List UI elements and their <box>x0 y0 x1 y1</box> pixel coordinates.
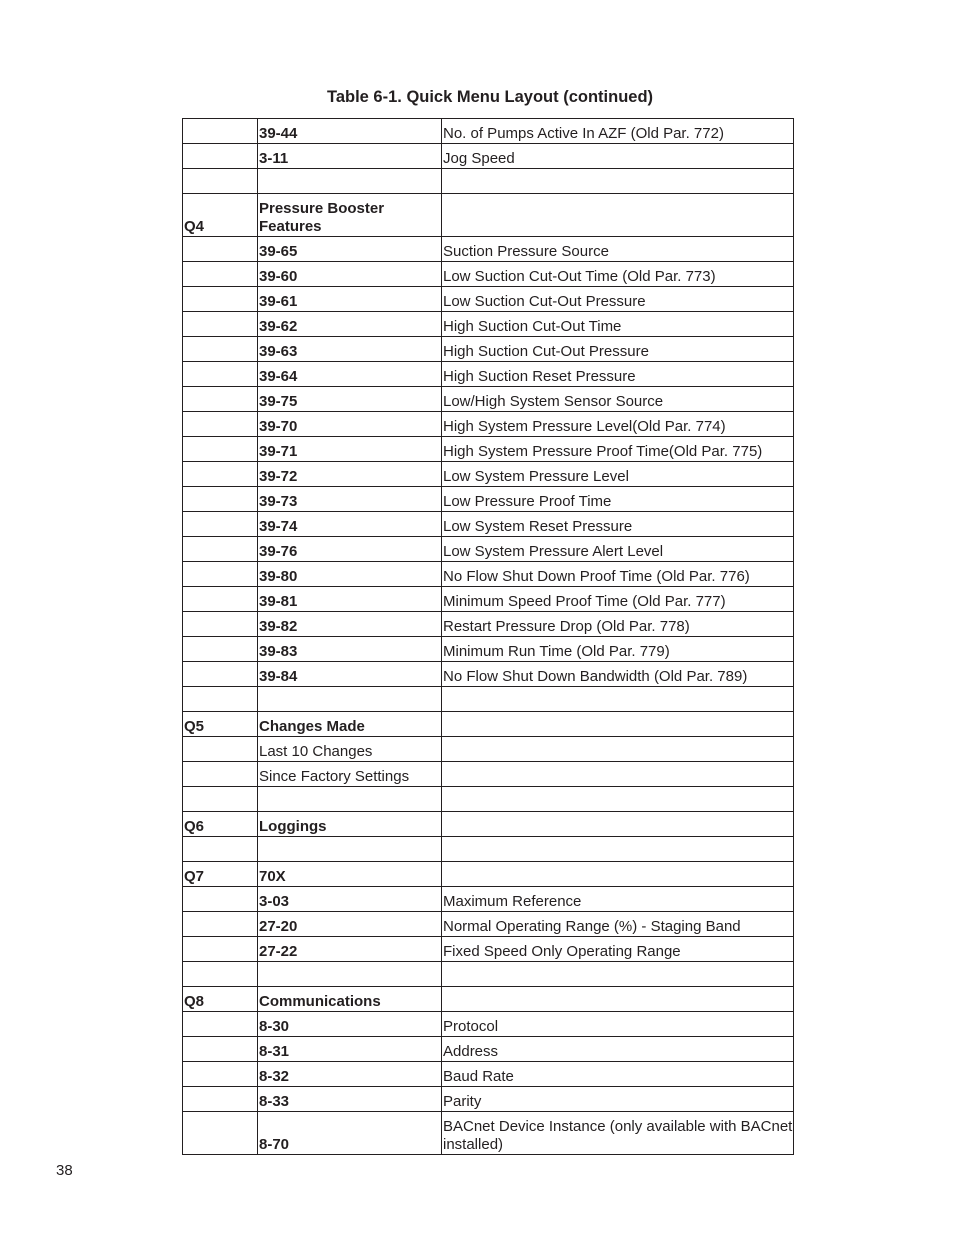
table-row <box>183 337 794 362</box>
menu-group-cell <box>183 962 258 987</box>
description-cell: Suction Pressure Source <box>442 237 794 262</box>
description-cell <box>442 987 794 1012</box>
menu-group-cell: Q7 <box>183 862 258 887</box>
menu-group-cell <box>183 737 258 762</box>
menu-group-cell <box>183 1112 258 1155</box>
parameter-cell: 39-64 <box>258 362 442 387</box>
parameter-cell: Changes Made <box>258 712 442 737</box>
parameter-cell: 39-63 <box>258 337 442 362</box>
description-cell: No Flow Shut Down Bandwidth (Old Par. 789) <box>442 662 794 687</box>
table-row <box>183 737 794 762</box>
table-row <box>183 237 794 262</box>
parameter-cell: Pressure Booster Features <box>258 194 442 237</box>
description-cell: Low Pressure Proof Time <box>442 487 794 512</box>
parameter-cell <box>258 962 442 987</box>
parameter-cell: Since Factory Settings <box>258 762 442 787</box>
table-row <box>183 562 794 587</box>
description-cell <box>442 169 794 194</box>
description-cell <box>442 837 794 862</box>
menu-group-cell <box>183 237 258 262</box>
description-cell: Low System Reset Pressure <box>442 512 794 537</box>
table-row <box>183 937 794 962</box>
parameter-cell: 39-60 <box>258 262 442 287</box>
menu-group-cell <box>183 362 258 387</box>
description-cell <box>442 962 794 987</box>
parameter-cell: 27-20 <box>258 912 442 937</box>
menu-group-cell: Q6 <box>183 812 258 837</box>
description-cell: Minimum Speed Proof Time (Old Par. 777) <box>442 587 794 612</box>
parameter-cell: 39-75 <box>258 387 442 412</box>
table-row <box>183 887 794 912</box>
parameter-cell: 70X <box>258 862 442 887</box>
table-row <box>183 862 794 887</box>
table-row <box>183 612 794 637</box>
parameter-cell <box>258 687 442 712</box>
parameter-cell: Communications <box>258 987 442 1012</box>
description-cell: Protocol <box>442 1012 794 1037</box>
description-cell: Low/High System Sensor Source <box>442 387 794 412</box>
description-cell: High Suction Cut-Out Pressure <box>442 337 794 362</box>
table-row <box>183 1012 794 1037</box>
description-cell: BACnet Device Instance (only available with BACnet installed) <box>442 1112 794 1155</box>
description-cell: Normal Operating Range (%) - Staging Band <box>442 912 794 937</box>
table-row <box>183 487 794 512</box>
table-row <box>183 712 794 737</box>
menu-group-cell <box>183 587 258 612</box>
description-cell <box>442 812 794 837</box>
menu-group-cell <box>183 312 258 337</box>
menu-group-cell <box>183 937 258 962</box>
menu-group-cell: Q5 <box>183 712 258 737</box>
menu-group-cell <box>183 337 258 362</box>
menu-group-cell <box>183 837 258 862</box>
parameter-cell <box>258 787 442 812</box>
quick-menu-table <box>182 118 794 1155</box>
menu-group-cell <box>183 487 258 512</box>
description-cell: No. of Pumps Active In AZF (Old Par. 772) <box>442 119 794 144</box>
table-row <box>183 1112 794 1155</box>
parameter-cell: 39-70 <box>258 412 442 437</box>
table-row <box>183 662 794 687</box>
description-cell <box>442 787 794 812</box>
description-cell <box>442 194 794 237</box>
description-cell: No Flow Shut Down Proof Time (Old Par. 776) <box>442 562 794 587</box>
parameter-cell: 39-61 <box>258 287 442 312</box>
menu-group-cell <box>183 887 258 912</box>
menu-group-cell <box>183 762 258 787</box>
description-cell: Restart Pressure Drop (Old Par. 778) <box>442 612 794 637</box>
table-row <box>183 387 794 412</box>
parameter-cell: 39-62 <box>258 312 442 337</box>
parameter-cell: 39-65 <box>258 237 442 262</box>
menu-group-cell <box>183 437 258 462</box>
parameter-cell: 3-03 <box>258 887 442 912</box>
table-row <box>183 312 794 337</box>
description-cell: Fixed Speed Only Operating Range <box>442 937 794 962</box>
menu-group-cell <box>183 662 258 687</box>
table-row <box>183 787 794 812</box>
parameter-cell: 8-32 <box>258 1062 442 1087</box>
menu-group-cell <box>183 787 258 812</box>
description-cell: Low Suction Cut-Out Time (Old Par. 773) <box>442 262 794 287</box>
description-cell: Low Suction Cut-Out Pressure <box>442 287 794 312</box>
table-caption: Table 6-1. Quick Menu Layout (continued) <box>326 88 654 106</box>
description-cell: High System Pressure Level(Old Par. 774) <box>442 412 794 437</box>
parameter-cell: 39-71 <box>258 437 442 462</box>
menu-group-cell <box>183 687 258 712</box>
description-cell: Parity <box>442 1087 794 1112</box>
description-cell: Minimum Run Time (Old Par. 779) <box>442 637 794 662</box>
description-cell: Address <box>442 1037 794 1062</box>
menu-group-cell <box>183 912 258 937</box>
menu-group-cell <box>183 119 258 144</box>
page-number: 38 <box>56 1162 73 1179</box>
parameter-cell: 39-76 <box>258 537 442 562</box>
description-cell: Jog Speed <box>442 144 794 169</box>
parameter-cell: 8-33 <box>258 1087 442 1112</box>
table-row <box>183 194 794 237</box>
description-cell: High Suction Reset Pressure <box>442 362 794 387</box>
description-cell: High Suction Cut-Out Time <box>442 312 794 337</box>
table-row <box>183 462 794 487</box>
parameter-cell: Loggings <box>258 812 442 837</box>
table-row <box>183 912 794 937</box>
parameter-cell: 27-22 <box>258 937 442 962</box>
parameter-cell: 8-31 <box>258 1037 442 1062</box>
description-cell: Baud Rate <box>442 1062 794 1087</box>
parameter-cell: 39-72 <box>258 462 442 487</box>
table-row <box>183 962 794 987</box>
table-row <box>183 437 794 462</box>
table-row <box>183 362 794 387</box>
quick-menu-table-body <box>183 119 794 1155</box>
menu-group-cell <box>183 537 258 562</box>
menu-group-cell <box>183 562 258 587</box>
parameter-cell <box>258 169 442 194</box>
table-row <box>183 762 794 787</box>
description-cell <box>442 737 794 762</box>
menu-group-cell <box>183 637 258 662</box>
menu-group-cell <box>183 287 258 312</box>
table-row <box>183 412 794 437</box>
table-row <box>183 587 794 612</box>
table-row <box>183 637 794 662</box>
parameter-cell: 39-81 <box>258 587 442 612</box>
menu-group-cell <box>183 462 258 487</box>
description-cell: Maximum Reference <box>442 887 794 912</box>
description-cell <box>442 687 794 712</box>
parameter-cell: 39-73 <box>258 487 442 512</box>
table-row <box>183 262 794 287</box>
table-row <box>183 119 794 144</box>
menu-group-cell <box>183 144 258 169</box>
menu-group-cell <box>183 1037 258 1062</box>
description-cell <box>442 762 794 787</box>
table-row <box>183 1062 794 1087</box>
description-cell: Low System Pressure Alert Level <box>442 537 794 562</box>
menu-group-cell: Q8 <box>183 987 258 1012</box>
parameter-cell: 39-83 <box>258 637 442 662</box>
menu-group-cell <box>183 262 258 287</box>
table-row <box>183 144 794 169</box>
description-cell <box>442 712 794 737</box>
menu-group-cell <box>183 512 258 537</box>
menu-group-cell: Q4 <box>183 194 258 237</box>
description-cell: High System Pressure Proof Time(Old Par. 775) <box>442 437 794 462</box>
parameter-cell: 8-70 <box>258 1112 442 1155</box>
parameter-cell: Last 10 Changes <box>258 737 442 762</box>
parameter-cell: 39-84 <box>258 662 442 687</box>
menu-group-cell <box>183 169 258 194</box>
table-row <box>183 837 794 862</box>
menu-group-cell <box>183 387 258 412</box>
parameter-cell <box>258 837 442 862</box>
parameter-cell: 39-44 <box>258 119 442 144</box>
table-row <box>183 1037 794 1062</box>
parameter-cell: 8-30 <box>258 1012 442 1037</box>
description-cell <box>442 862 794 887</box>
menu-group-cell <box>183 412 258 437</box>
table-row <box>183 687 794 712</box>
table-row <box>183 287 794 312</box>
parameter-cell: 3-11 <box>258 144 442 169</box>
menu-group-cell <box>183 612 258 637</box>
parameter-cell: 39-74 <box>258 512 442 537</box>
table-row <box>183 1087 794 1112</box>
table-row <box>183 812 794 837</box>
table-row <box>183 537 794 562</box>
menu-group-cell <box>183 1062 258 1087</box>
menu-group-cell <box>183 1012 258 1037</box>
table-row <box>183 512 794 537</box>
parameter-cell: 39-80 <box>258 562 442 587</box>
description-cell: Low System Pressure Level <box>442 462 794 487</box>
parameter-cell: 39-82 <box>258 612 442 637</box>
table-row <box>183 987 794 1012</box>
table-row <box>183 169 794 194</box>
menu-group-cell <box>183 1087 258 1112</box>
